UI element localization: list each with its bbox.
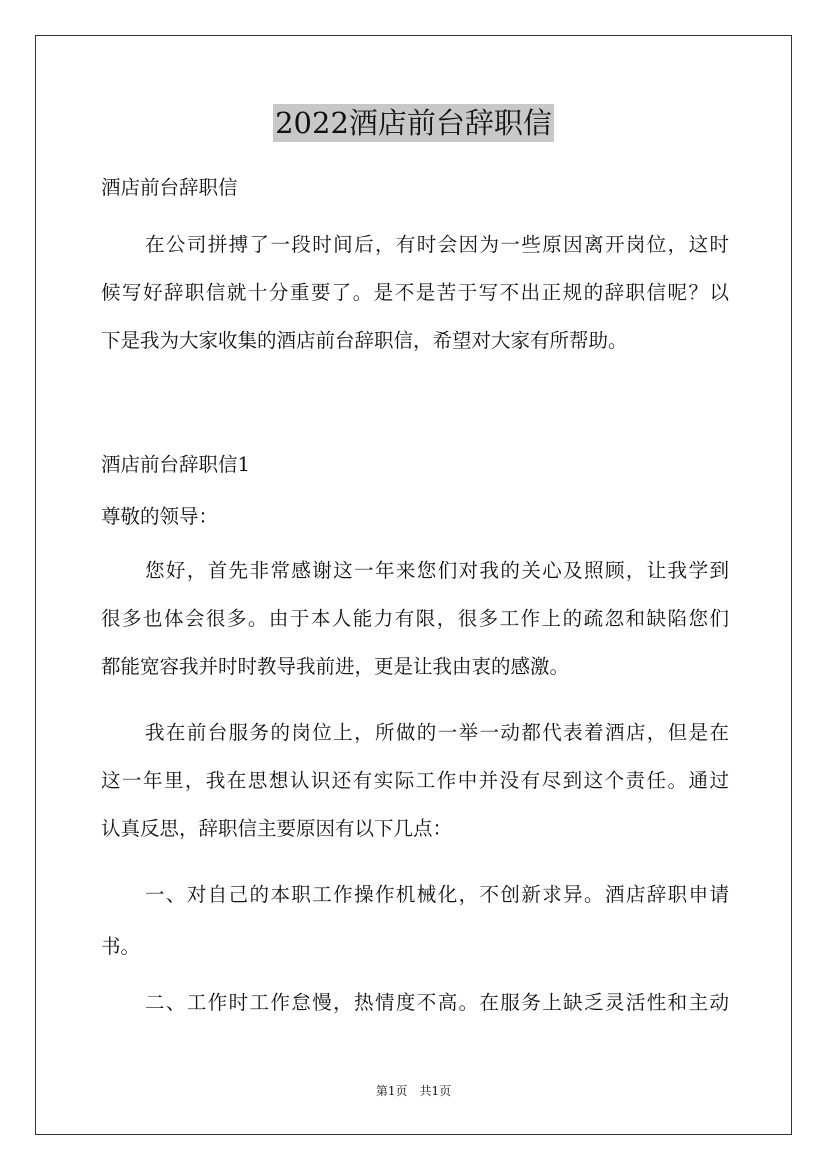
paragraph-1-line-1: 您好，首先非常感谢这一年来您们对我的关心及照顾，让我学到	[145, 559, 729, 582]
document-title: 2022酒店前台辞职信	[275, 106, 552, 140]
paragraph-2	[101, 718, 729, 844]
paragraph-2-line-1: 我在前台服务的岗位上，所做的一举一动都代表着酒店，但是在	[145, 721, 729, 744]
paragraph-4-line-1: 二、工作时工作怠慢，热情度不高。在服务上缺乏灵活性和主动	[145, 991, 729, 1014]
page-footer: 第1页 共1页	[375, 1084, 452, 1098]
paragraph-1-line-3: 都能宽容我并时时教导我前进，更是让我由衷的感激。	[101, 655, 570, 678]
intro-line-2: 候写好辞职信就十分重要了。是不是苦于写不出正规的辞职信呢？以	[101, 281, 729, 304]
section-heading: 酒店前台辞职信	[101, 176, 238, 199]
paragraph-1	[101, 556, 729, 682]
title-container	[0, 104, 827, 142]
paragraph-3-line-2: 书。	[101, 935, 141, 958]
paragraph-3-line-1: 一、对自己的本职工作操作机械化，不创新求异。酒店辞职申请	[145, 883, 729, 906]
paragraph-4	[101, 988, 729, 1018]
intro-line-1: 在公司拼搏了一段时间后，有时会因为一些原因离开岗位，这时	[145, 233, 729, 256]
intro-paragraph	[101, 230, 729, 356]
paragraph-3	[101, 880, 729, 962]
paragraph-2-line-3: 认真反思，辞职信主要原因有以下几点：	[101, 817, 453, 840]
paragraph-1-line-2: 很多也体会很多。由于本人能力有限，很多工作上的疏忽和缺陷您们	[101, 607, 729, 630]
paragraph-2-line-2: 这一年里，我在思想认识还有实际工作中并没有尽到这个责任。通过	[101, 769, 729, 792]
intro-line-3: 下是我为大家收集的酒店前台辞职信，希望对大家有所帮助。	[101, 329, 628, 352]
salutation: 尊敬的领导：	[101, 505, 219, 528]
letter-heading: 酒店前台辞职信1	[101, 453, 250, 476]
